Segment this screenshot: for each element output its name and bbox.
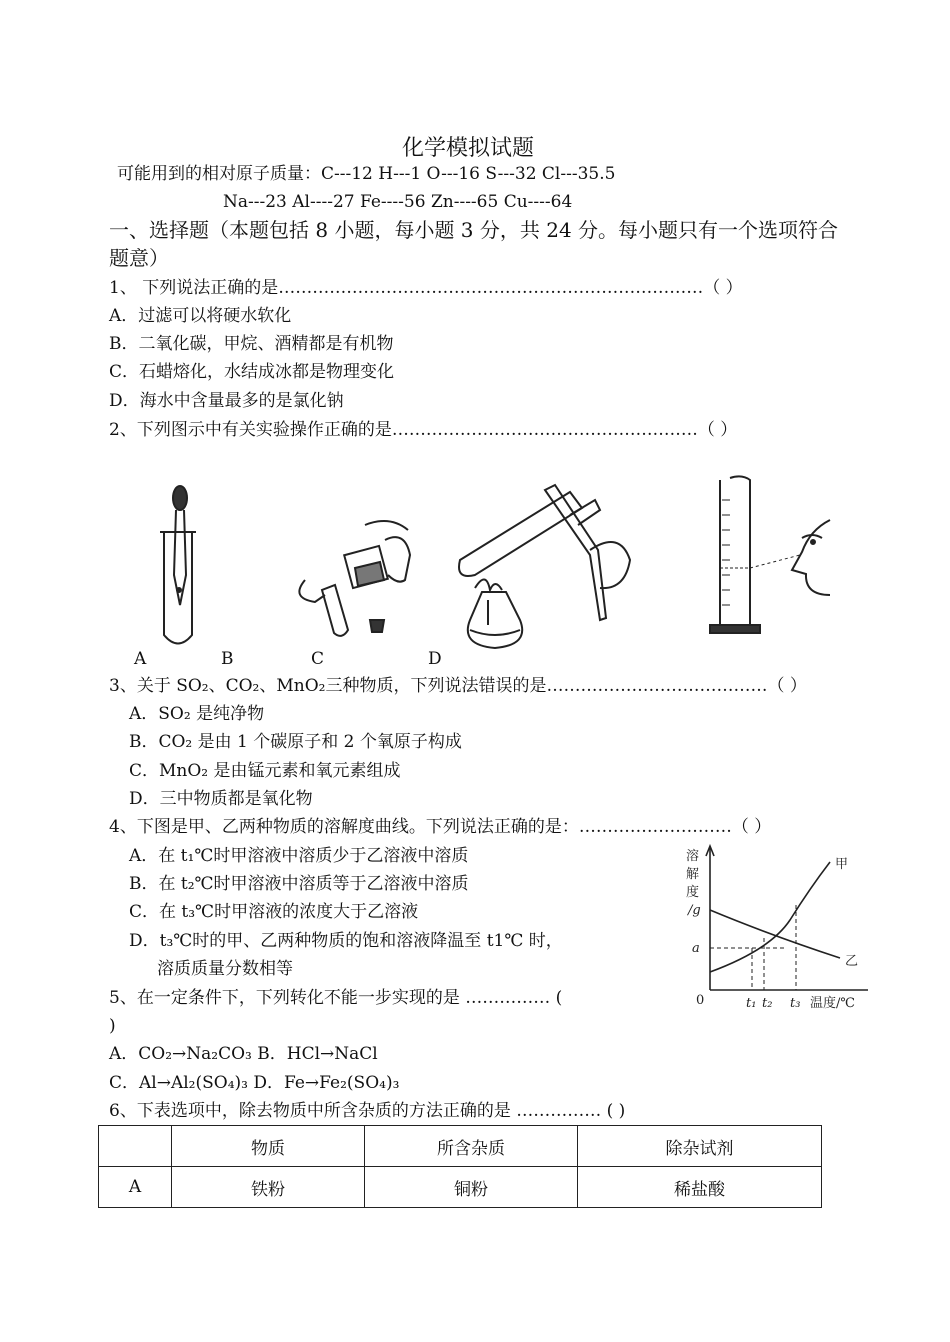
question-5-options-cd: C．Al→Al₂(SO₄)₃ D．Fe→Fe₂(SO₄)₃ (109, 1073, 400, 1093)
a-value-label: a (692, 941, 700, 956)
t3-label: t₃ (790, 996, 801, 1011)
atomic-mass-line-2: Na---23 Al----27 Fe----56 Zn----65 Cu----64 (223, 192, 573, 212)
table-cell: 铁粉 (172, 1167, 365, 1208)
curve-label-yi: 乙 (845, 954, 859, 969)
page-title: 化学模拟试题 (402, 136, 535, 161)
table-cell: A (99, 1167, 172, 1208)
question-3-option-c: C．MnO₂ 是由锰元素和氧元素组成 (129, 761, 401, 781)
y-axis-label-2: 解 (686, 867, 700, 882)
solubility-curve-graph (680, 840, 880, 1020)
question-1-option-a: A．过滤可以将硬水软化 (109, 306, 292, 326)
table-header-cell: 物质 (172, 1126, 365, 1167)
dropper-in-test-tube-illustration (160, 486, 196, 644)
question-4-stem: 4、下图是甲、乙两种物质的溶解度曲线。下列说法正确的是：………………………（ ） (109, 817, 772, 837)
t1-label: t₁ (746, 996, 757, 1011)
question-3-option-d: D．三中物质都是氧化物 (129, 789, 313, 809)
question-4-option-d: D．t₃℃时的甲、乙两种物质的饱和溶液降温至 t1℃ 时， (129, 931, 563, 951)
table-cell: 稀盐酸 (578, 1167, 822, 1208)
question-5-stem: 5、在一定条件下，下列转化不能一步实现的是 …………… ( (109, 988, 563, 1008)
table-header-cell: 所含杂质 (365, 1126, 578, 1167)
question-5-stem-cont: ) (109, 1016, 116, 1036)
t2-label: t₂ (762, 996, 773, 1011)
atomic-mass-line-1: 可能用到的相对原子质量：C---12 H---1 O---16 S---32 Cl---35.5 (117, 164, 616, 184)
figure-label-d: D (428, 649, 442, 669)
curve-label-jia: 甲 (835, 857, 849, 872)
solubility-curve-yi (710, 910, 840, 958)
question-4-option-b: B．在 t₂℃时甲溶液中溶质等于乙溶液中溶质 (129, 874, 469, 894)
question-4-option-c: C．在 t₃℃时甲溶液的浓度大于乙溶液 (129, 902, 419, 922)
question-1-option-b: B．二氧化碳，甲烷、酒精都是有机物 (109, 334, 394, 354)
figure-label-a: A (134, 649, 147, 669)
question-1-option-d: D．海水中含量最多的是氯化钠 (109, 391, 344, 411)
question-5-options-ab: A．CO₂→Na₂CO₃ B．HCl→NaCl (109, 1044, 378, 1064)
y-axis-unit: /g (688, 903, 701, 918)
table-header-cell (99, 1126, 172, 1167)
table-row (99, 1167, 822, 1208)
lab-operations-figure (130, 470, 850, 650)
x-axis-label: 温度/℃ (810, 996, 855, 1011)
impurity-removal-table (98, 1125, 822, 1208)
figure-label-b: B (221, 649, 234, 669)
question-3-option-a: A．SO₂ 是纯净物 (129, 704, 265, 724)
table-header-row (99, 1126, 822, 1167)
table-header-cell: 除杂试剂 (578, 1126, 822, 1167)
section-heading-cont: 题意） (109, 246, 169, 270)
question-3-stem: 3、关于 SO₂、CO₂、MnO₂三种物质，下列说法错误的是…………………………………（ ） (109, 676, 807, 696)
heating-test-tube-illustration (459, 485, 630, 648)
y-axis-label-3: 度 (686, 885, 700, 900)
question-4-option-d-cont: 溶质质量分数相等 (157, 959, 293, 979)
question-4-option-a: A．在 t₁℃时甲溶液中溶质少于乙溶液中溶质 (129, 846, 469, 866)
figure-label-c: C (311, 649, 325, 669)
y-axis-label-1: 溶 (686, 849, 700, 864)
question-2-stem: 2、下列图示中有关实验操作正确的是………………………………………………（ ） (109, 420, 738, 440)
graduated-cylinder-illustration (710, 476, 830, 633)
pouring-liquid-illustration (299, 521, 410, 636)
origin-label: 0 (696, 993, 705, 1008)
section-heading: 一、选择题（本题包括 8 小题，每小题 3 分，共 24 分。每小题只有一个选项符合 (109, 218, 839, 242)
question-3-option-b: B．CO₂ 是由 1 个碳原子和 2 个氧原子构成 (129, 732, 462, 752)
table-cell: 铜粉 (365, 1167, 578, 1208)
question-6-stem: 6、下表选项中，除去物质中所含杂质的方法正确的是 …………… ( ) (109, 1101, 626, 1121)
question-1-option-c: C．石蜡熔化，水结成冰都是物理变化 (109, 362, 395, 382)
question-1-stem: 1、 下列说法正确的是…………………………………………………………………（ ） (109, 278, 743, 298)
